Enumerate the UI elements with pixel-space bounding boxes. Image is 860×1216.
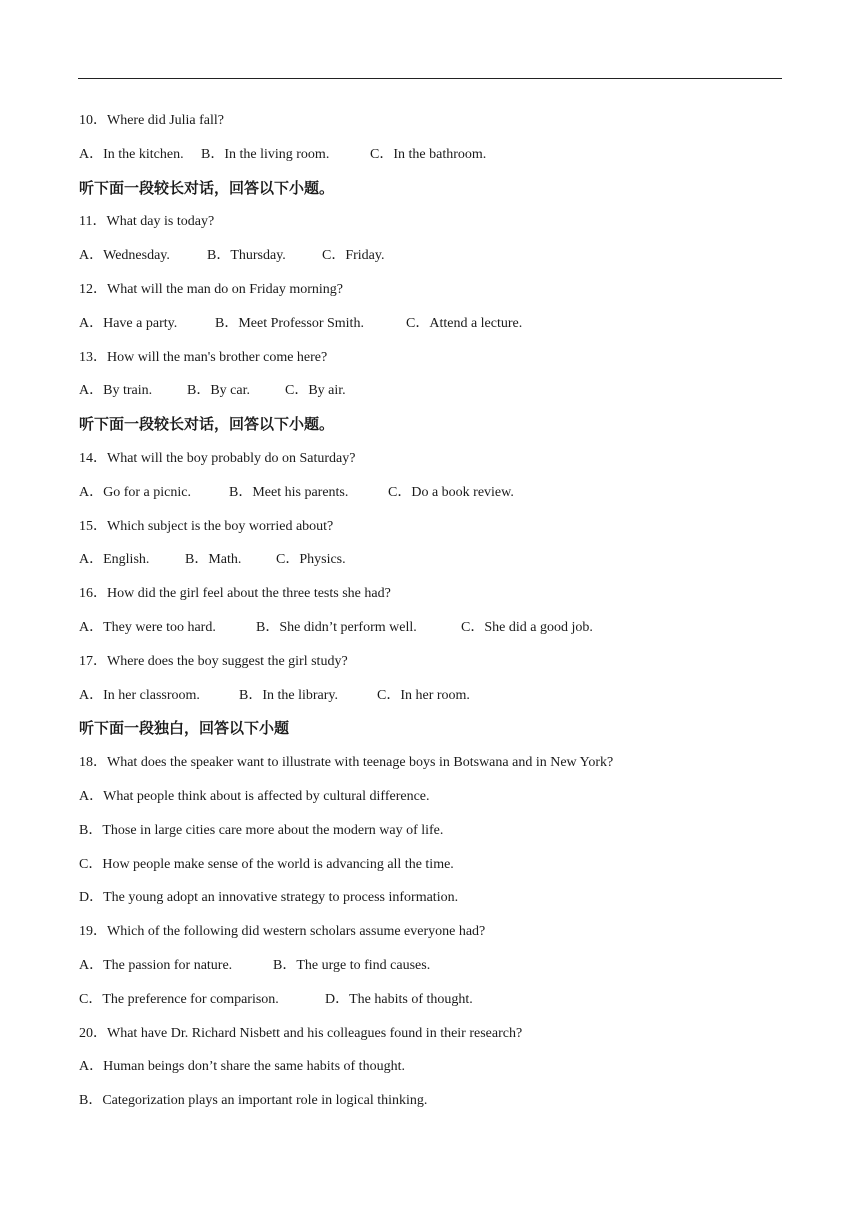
question-20: 20．What have Dr. Richard Nisbett and his colleagues found in their research? <box>79 1025 523 1041</box>
question-15: 15．Which subject is the boy worried about? <box>79 518 334 534</box>
option-18-a: A．What people think about is affected by cultural difference. <box>79 788 430 804</box>
option-13-b: B．By car. <box>187 383 250 399</box>
option-17-a: A．In her classroom. <box>79 687 200 703</box>
option-10-a: A．In the kitchen. <box>79 146 184 162</box>
option-18-b: B．Those in large cities care more about the modern way of life. <box>79 822 444 838</box>
option-14-c: C．Do a book review. <box>388 484 514 500</box>
option-18-c: C．How people make sense of the world is advancing all the time. <box>79 856 454 872</box>
question-18: 18．What does the speaker want to illustrate with teenage boys in Botswana and in New York? <box>79 755 614 771</box>
question-12: 12．What will the man do on Friday morning? <box>79 281 344 297</box>
options-14 <box>79 476 779 510</box>
options-15 <box>79 543 779 577</box>
option-20-b: B．Categorization plays an important role in logical thinking. <box>79 1093 428 1109</box>
option-15-a: A．English. <box>79 552 150 568</box>
options-16 <box>79 611 779 645</box>
question-10: 10．Where did Julia fall? <box>79 113 225 128</box>
question-list <box>79 104 779 1118</box>
question-11: 11．What day is today? <box>79 214 215 230</box>
option-19-a: A．The passion for nature. <box>79 957 233 973</box>
options-17 <box>79 679 779 713</box>
option-10-c: C．In the bathroom. <box>370 146 487 162</box>
option-12-c: C．Attend a lecture. <box>406 315 523 331</box>
question-19: 19．Which of the following did western scholars assume everyone had? <box>79 924 486 940</box>
options-11 <box>79 239 779 273</box>
question-13: 13．How will the man's brother come here? <box>79 349 328 365</box>
header-rule <box>78 78 782 79</box>
option-16-a: A．They were too hard. <box>79 619 216 635</box>
option-19-d: D．The habits of thought. <box>325 991 473 1007</box>
option-11-b: B．Thursday. <box>207 248 286 264</box>
section-heading: 听下面一段较长对话，回答以下小题。 <box>79 178 335 197</box>
option-11-a: A．Wednesday. <box>79 248 170 264</box>
option-10-b: B．In the living room. <box>201 146 330 162</box>
section-heading: 听下面一段独白，回答以下小题 <box>79 719 290 738</box>
option-18-d: D．The young adopt an innovative strategy to process information. <box>79 890 459 906</box>
options-13 <box>79 374 779 408</box>
question-17: 17．Where does the boy suggest the girl study? <box>79 653 348 669</box>
option-19-b: B．The urge to find causes. <box>273 957 431 973</box>
option-16-c: C．She did a good job. <box>461 619 593 635</box>
section-heading: 听下面一段较长对话，回答以下小题。 <box>79 415 335 434</box>
option-15-b: B．Math. <box>185 552 242 568</box>
options-10 <box>79 138 779 172</box>
question-16: 16．How did the girl feel about the three tests she had? <box>79 586 391 602</box>
option-11-c: C．Friday. <box>322 248 385 264</box>
options-12 <box>79 307 779 341</box>
option-12-a: A．Have a party. <box>79 315 178 331</box>
option-20-a: A．Human beings don’t share the same habits of thought. <box>79 1059 405 1075</box>
option-14-a: A．Go for a picnic. <box>79 484 191 500</box>
option-12-b: B．Meet Professor Smith. <box>215 315 364 331</box>
option-16-b: B．She didn’t perform well. <box>256 619 417 635</box>
options-19-ab <box>79 949 779 983</box>
option-13-c: C．By air. <box>285 383 346 399</box>
option-13-a: A．By train. <box>79 383 153 399</box>
option-19-c: C．The preference for comparison. <box>79 991 279 1007</box>
question-14: 14．What will the boy probably do on Saturday? <box>79 450 356 466</box>
option-17-c: C．In her room. <box>377 687 470 703</box>
option-14-b: B．Meet his parents. <box>229 484 349 500</box>
option-17-b: B．In the library. <box>239 687 339 703</box>
options-19-cd <box>79 983 779 1017</box>
option-15-c: C．Physics. <box>276 552 346 568</box>
